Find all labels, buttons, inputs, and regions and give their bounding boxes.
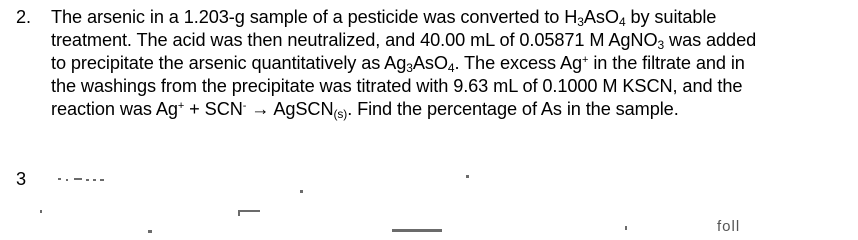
scan-artifact bbox=[625, 226, 627, 230]
problem-line-2 bbox=[51, 29, 851, 52]
scan-artifact bbox=[238, 210, 260, 212]
text-segment: in the filtrate and in bbox=[588, 53, 745, 73]
subscript: 4 bbox=[447, 61, 455, 75]
superscript: - bbox=[242, 100, 247, 112]
scan-artifact bbox=[100, 179, 104, 181]
subscript: 3 bbox=[577, 15, 584, 29]
problem-number-next: 3 bbox=[16, 169, 27, 189]
problem-line-4 bbox=[51, 75, 851, 98]
text-segment: + SCN bbox=[184, 99, 243, 119]
problem-line-5 bbox=[51, 98, 851, 121]
text-segment: to precipitate the arsenic quantitatively as Ag bbox=[51, 53, 407, 73]
scan-artifact bbox=[238, 212, 240, 216]
text-segment: The arsenic in a 1.203-g sample of a pesticide was converted to H bbox=[51, 7, 578, 27]
scan-artifact bbox=[86, 179, 89, 181]
problem-number: 2. bbox=[16, 7, 31, 27]
superscript: + bbox=[582, 54, 589, 66]
scan-artifact bbox=[66, 179, 68, 181]
subscript: 3 bbox=[657, 38, 665, 52]
text-segment: reaction was Ag bbox=[51, 99, 178, 119]
text-segment: AsO bbox=[583, 7, 619, 27]
problem-line-1 bbox=[51, 6, 851, 29]
text-segment: by suitable bbox=[625, 7, 717, 27]
scan-artifact bbox=[148, 230, 152, 233]
scan-artifact bbox=[40, 210, 42, 213]
partial-text: foll bbox=[717, 218, 741, 235]
text-segment: AsO bbox=[412, 53, 448, 73]
superscript: + bbox=[177, 100, 185, 112]
text-segment: → AgSCN bbox=[246, 99, 334, 119]
problem-text bbox=[51, 6, 851, 121]
scan-artifact bbox=[300, 190, 303, 193]
text-segment: the washings from the precipitate was titrated with 9.63 mL of 0.1000 M KSCN, and the bbox=[51, 76, 743, 96]
text-segment: . Find the percentage of As in the sample. bbox=[347, 99, 679, 119]
scan-artifact bbox=[466, 175, 469, 178]
subscript: (s) bbox=[333, 107, 348, 121]
scan-artifact bbox=[93, 179, 96, 181]
text-segment: . The excess Ag bbox=[454, 53, 583, 73]
subscript: 3 bbox=[406, 61, 413, 75]
text-segment: treatment. The acid was then neutralized, and 40.00 mL of 0.05871 M AgNO bbox=[51, 30, 658, 50]
scan-artifact bbox=[392, 229, 442, 232]
scan-artifact bbox=[58, 178, 61, 180]
scan-artifact bbox=[74, 178, 82, 180]
text-segment: was added bbox=[664, 30, 757, 50]
problem-line-3 bbox=[51, 52, 851, 75]
subscript: 4 bbox=[618, 15, 626, 29]
